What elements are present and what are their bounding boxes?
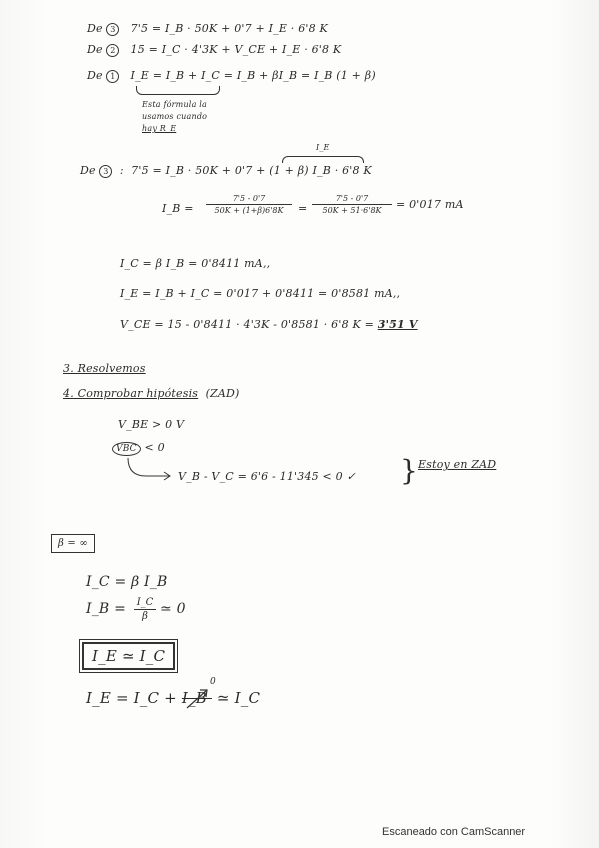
section-3-heading: 3. Resolvemos — [63, 362, 146, 375]
equation-text: 15 = I_C · 4'3K + V_CE + I_E · 6'8 K — [130, 43, 342, 56]
handwritten-note: Esta fórmula la usamos cuando hay R_E — [142, 100, 208, 133]
vce-result: V_CE = 15 - 0'8411 · 4'3K - 0'8581 · 6'8 K = 3'51 V — [120, 318, 418, 331]
vbc-condition: VBC < 0 — [112, 441, 165, 454]
equals-sign: = — [298, 202, 308, 215]
ib-crossed: I_B 0 — [181, 677, 216, 707]
ie-result: I_E = I_B + I_C = 0'017 + 0'8411 = 0'8581 mA,, — [120, 287, 401, 300]
ie-approx-ic-box: I_E ≃ I_C — [82, 642, 175, 670]
fraction-1: 7'5 - 0'7 50K + (1+β)6'8K — [206, 194, 292, 215]
cancel-arrow — [185, 686, 211, 710]
ic-over-beta: I_C β — [134, 597, 156, 622]
ib-approx-zero: ≃ 0 — [160, 601, 186, 617]
circled-number: 3 — [106, 23, 119, 36]
ib-lhs-2: I_B = — [86, 601, 126, 617]
circled-number: 3 — [99, 165, 112, 178]
equation-text: I_E = I_B + I_C = I_B + βI_B = I_B (1 + β) — [130, 69, 376, 82]
zad-conclusion: Estoy en ZAD — [418, 458, 497, 471]
right-brace: } — [400, 454, 419, 487]
ib-result: = 0'017 mA — [396, 198, 464, 211]
de-label: De — [87, 69, 103, 82]
section-4-heading: 4. Comprobar hipótesis (ZAD) — [63, 387, 240, 400]
equation-de-3 — [87, 22, 328, 36]
vb-vc-check: V_B - V_C = 6'6 - 11'345 < 0 ✓ — [178, 470, 356, 483]
overbrace — [282, 156, 364, 163]
ie-final-equation: I_E = I_C + I_B 0 ≃ I_C — [86, 677, 261, 707]
equation-text: 7'5 = I_B · 50K + 0'7 + I_E · 6'8 K — [130, 22, 328, 35]
vbe-condition: V_BE > 0 V — [118, 418, 185, 431]
ic-result: I_C = β I_B = 0'8411 mA,, — [120, 257, 271, 270]
equation-de-2 — [87, 43, 341, 57]
hook-arrow — [124, 456, 174, 482]
beta-infinity-box: β = ∞ — [51, 534, 95, 553]
equation-de-1 — [87, 69, 376, 83]
ic-beta-ib: I_C = β I_B — [86, 574, 168, 590]
circled-number: 2 — [106, 44, 119, 57]
fraction-2: 7'5 - 0'7 50K + 51·6'8K — [312, 194, 392, 215]
de-label: De — [87, 43, 103, 56]
ib-lhs: I_B = — [162, 202, 194, 215]
circled-number: 1 — [106, 70, 119, 83]
overbrace-label: I_E — [316, 143, 330, 152]
vbc-circled: VBC — [112, 442, 141, 456]
underbrace — [136, 86, 220, 95]
de-label: De — [87, 22, 103, 35]
camscanner-watermark: Escaneado con CamScanner — [382, 826, 526, 838]
substitution-line: De 3 : 7'5 = I_B · 50K + 0'7 + (1 + β) I_B · 6'8 K — [80, 164, 372, 177]
equation-text: 7'5 = I_B · 50K + 0'7 + (1 + β) I_B · 6'8 K — [131, 164, 372, 177]
